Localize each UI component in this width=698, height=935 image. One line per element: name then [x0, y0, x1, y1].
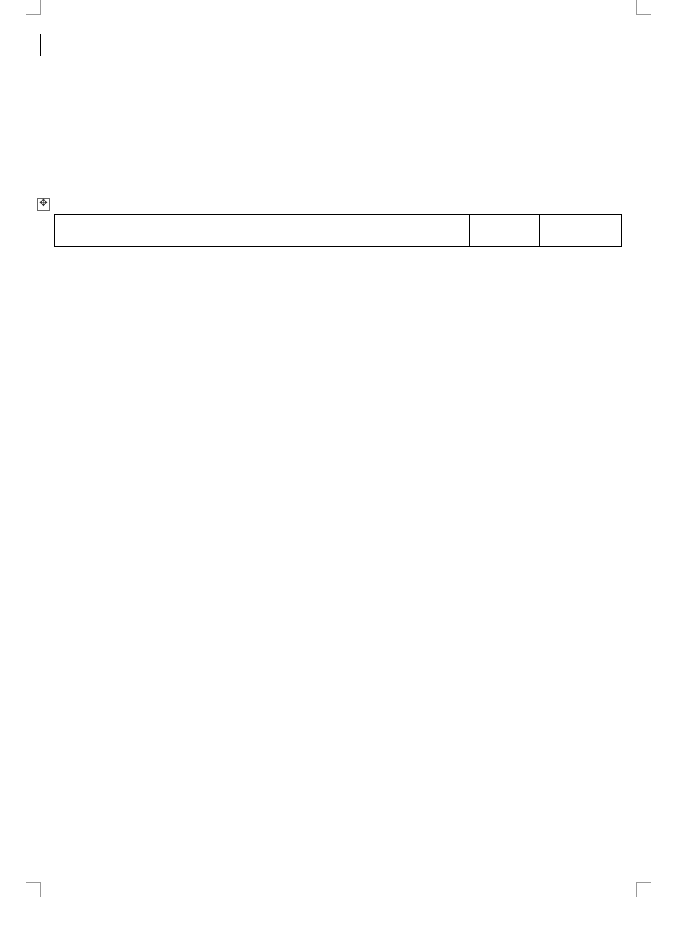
text-cursor: [40, 34, 41, 56]
crop-mark-top-right: [636, 0, 651, 15]
header-unit[interactable]: [470, 215, 540, 247]
header-indicator[interactable]: [55, 215, 470, 247]
crop-mark-bottom-right: [636, 882, 651, 897]
table-move-handle-icon[interactable]: ✥: [37, 198, 50, 211]
crop-mark-bottom-left: [26, 882, 41, 897]
table-header-row: [55, 215, 622, 247]
statistics-table: [54, 214, 622, 247]
header-value[interactable]: [540, 215, 622, 247]
crop-mark-top-left: [26, 0, 41, 15]
